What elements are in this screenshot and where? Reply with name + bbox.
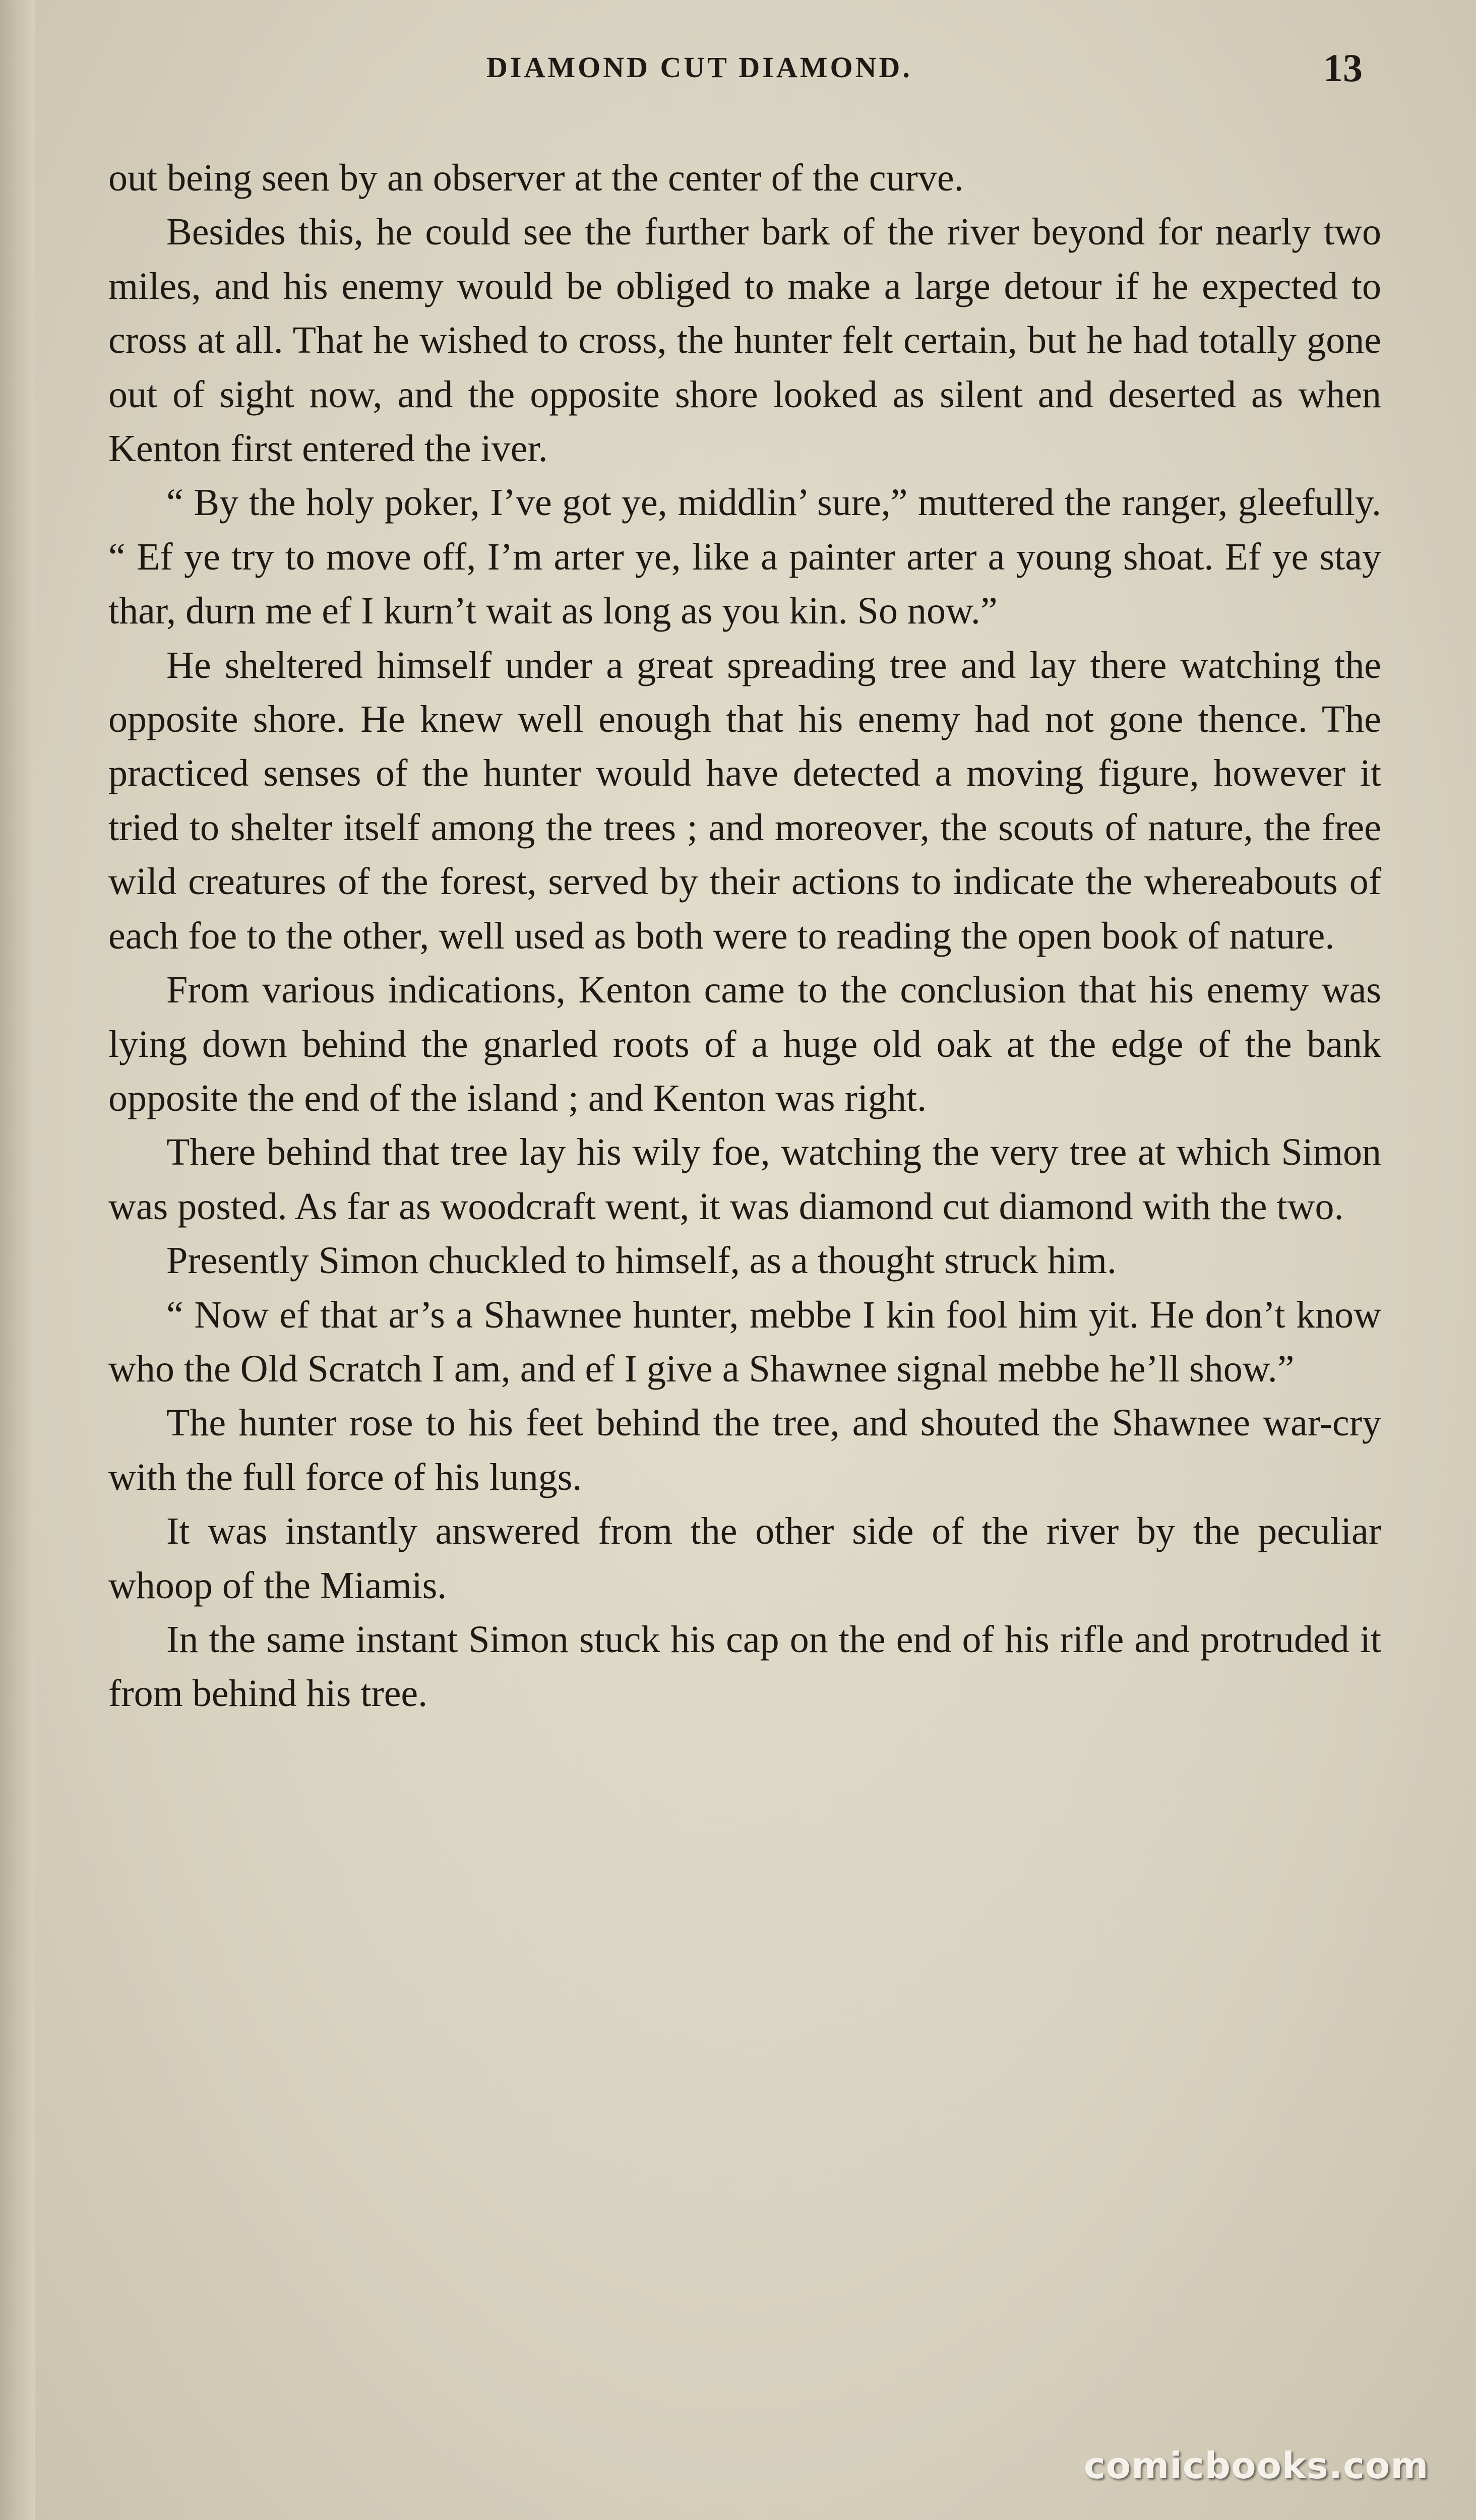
page-number: 13 <box>1323 46 1363 90</box>
page-gutter-edge <box>0 0 35 2520</box>
paragraph-6: There behind that tree lay his wily foe, watching the very tree at which Simon was posted. As far as woodcraft went, it was diamond cut diamond with the two. <box>108 1131 1381 1228</box>
paragraph-5: From various indications, Kenton came to the conclusion that his enemy was lying down behind the gnarled roots of a huge old oak at the edge of the bank opposite the end of the island ; and Kenton was right. <box>108 969 1381 1119</box>
paragraph-1: out being seen by an observer at the center of the curve. <box>108 157 964 199</box>
paragraph-3: “ By the holy poker, I’ve got ye, middlin’ sure,” muttered the ranger, gleefully. “ Ef ye try to move off, I’m arter ye, like a painter arter a young shoat. Ef ye stay thar, durn me ef I kurn’t wait as long as you kin. So now.” <box>108 481 1381 633</box>
paragraph-11: In the same instant Simon stuck his cap on the end of his rifle and protruded it from behind his tree. <box>108 1618 1381 1715</box>
running-title: DIAMOND CUT DIAMOND. <box>486 51 912 84</box>
paragraph-8: “ Now ef that ar’s a Shawnee hunter, mebbe I kin fool him yit. He don’t know who the Old Scratch I am, and ef I give a Shawnee signal mebbe he’ll show.” <box>108 1293 1381 1390</box>
paragraph-10: It was instantly answered from the other side of the river by the peculiar whoop of the Miamis. <box>108 1510 1381 1607</box>
paragraph-4: He sheltered himself under a great spreading tree and lay there watching the opposite shore. He knew well enough that his enemy had not gone thence. The practiced senses of the hunter would have detected a moving figure, however it tried to shelter itself among the trees ; and moreover, the scouts of nature, the free wild creatures of the forest, served by their actions to indicate the whereabouts of each foe to the other, well used as both were to reading the open book of nature. <box>108 644 1381 957</box>
paragraph-9: The hunter rose to his feet behind the tree, and shouted the Shawnee war-cry with the full force of his lungs. <box>108 1402 1381 1498</box>
page-header <box>0 45 1476 101</box>
body-text <box>108 151 1381 1721</box>
paragraph-7: Presently Simon chuckled to himself, as a thought struck him. <box>166 1239 1117 1282</box>
paragraph-2: Besides this, he could see the further bark of the river beyond for nearly two miles, and his enemy would be obliged to make a large detour if he expected to cross at all. That he wished to cross, the hunter felt certain, but he had totally gone out of sight now, and the opposite shore looked as silent and deserted as when Kenton first entered the iver. <box>108 211 1381 470</box>
watermark: comicbooks.com <box>1084 2444 1429 2487</box>
